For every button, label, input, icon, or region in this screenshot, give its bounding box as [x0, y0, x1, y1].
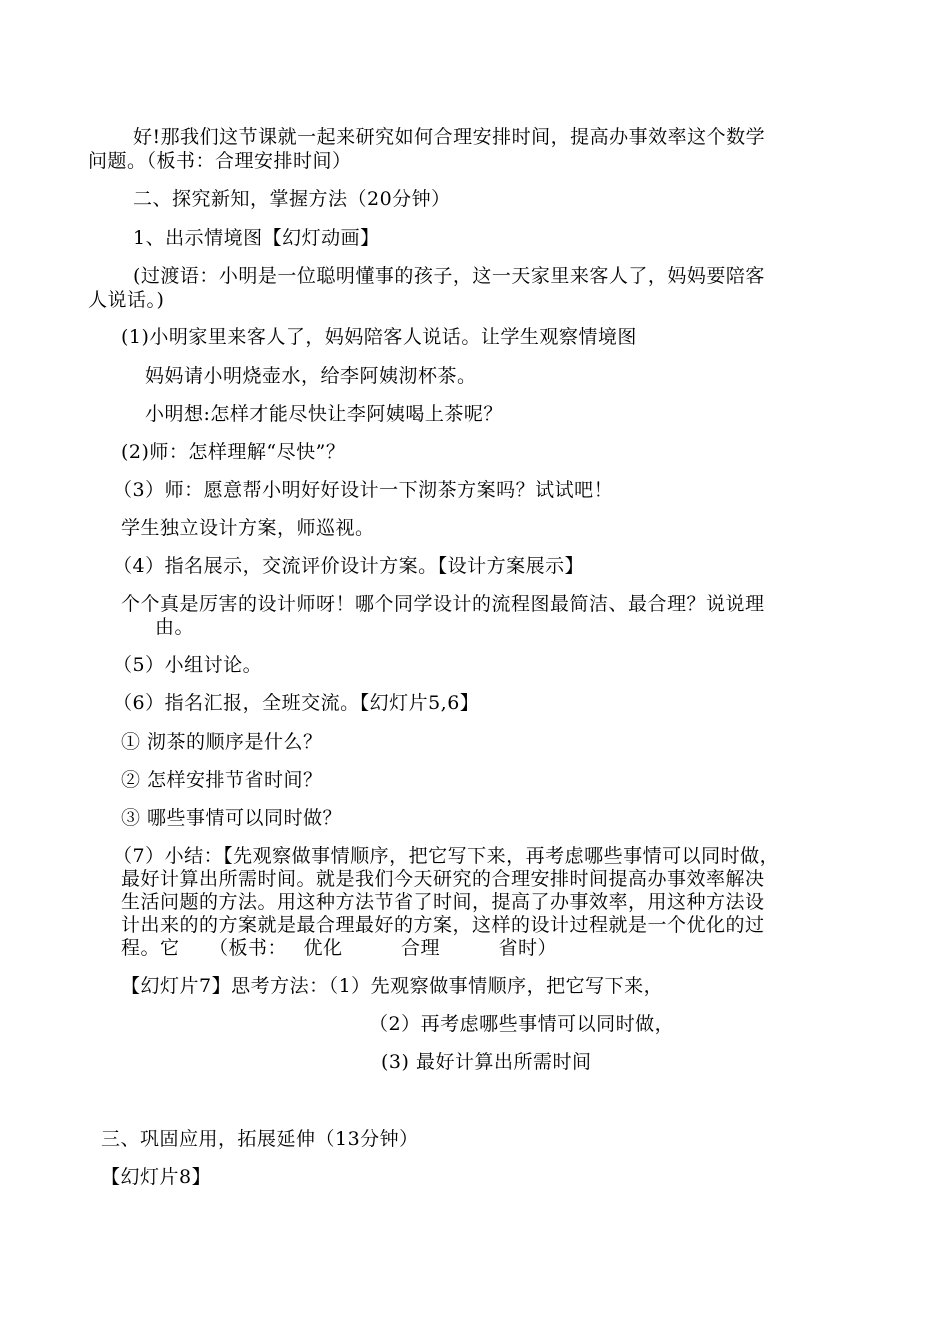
paragraph-intro-line-2: 问题。（板书：合理安排时间） — [88, 150, 352, 172]
item-4: （4）指名展示，交流评价设计方案。【设计方案展示】 — [113, 555, 585, 577]
item-3-sub: 学生独立设计方案，师巡视。 — [121, 517, 375, 539]
section-heading-apply: 三、巩固应用，拓展延伸（13分钟） — [101, 1128, 419, 1150]
step-1-situation: 1、出示情境图【幻灯动画】 — [133, 227, 380, 249]
item-3: （3）师：愿意帮小明好好设计一下沏茶方案吗？试试吧！ — [113, 479, 614, 501]
item-1-sub-2: 小明想:怎样才能尽快让李阿姨喝上茶呢？ — [145, 403, 503, 425]
transition-line-1: (过渡语：小明是一位聪明懂事的孩子，这一天家里来客人了，妈妈要陪客 — [133, 265, 765, 287]
item-5: （5）小组讨论。 — [113, 654, 263, 676]
slide-7-method-line-2: （2）再考虑哪些事情可以同时做， — [369, 1013, 675, 1035]
item-7-line-4: 计出来的的方案就是最合理最好的方案，这样的设计过程就是一个优化的过 — [121, 914, 765, 936]
section-heading-explore: 二、探究新知，掌握方法（20分钟） — [133, 188, 451, 210]
slide-8-label: 【幻灯片8】 — [101, 1166, 212, 1188]
item-7-line-2: 最好计算出所需时间。就是我们今天研究的合理安排时间提高办事效率解决 — [121, 868, 765, 890]
item-7-line-1: （7）小结：【先观察做事情顺序，把它写下来，再考虑哪些事情可以同时做， — [113, 845, 780, 867]
item-1-sub-1: 妈妈请小明烧壶水，给李阿姨沏杯茶。 — [145, 365, 477, 387]
item-4-sub-line-2: 由。 — [155, 616, 195, 638]
question-1: ① 沏茶的顺序是什么？ — [121, 731, 323, 753]
question-2: ② 怎样安排节省时间？ — [121, 769, 323, 791]
slide-7-method-line-1: 【幻灯片7】思考方法：（1）先观察做事情顺序，把它写下来， — [121, 975, 664, 997]
item-2: (2)师：怎样理解“尽快”？ — [121, 441, 346, 463]
transition-line-2: 人说话。) — [88, 289, 165, 311]
item-4-sub-line-1: 个个真是厉害的设计师呀！哪个同学设计的流程图最简洁、最合理？说说理 — [121, 593, 765, 615]
paragraph-intro-line-1: 好!那我们这节课就一起来研究如何合理安排时间，提高办事效率这个数学 — [133, 126, 766, 148]
item-7-line-5: 程。它 （板书： 优化 合理 省时） — [121, 937, 558, 959]
item-1: (1)小明家里来客人了，妈妈陪客人说话。让学生观察情境图 — [121, 326, 637, 348]
item-7-line-3: 生活问题的方法。用这种方法节省了时间，提高了办事效率，用这种方法设 — [121, 891, 765, 913]
question-3: ③ 哪些事情可以同时做？ — [121, 807, 343, 829]
slide-7-method-line-3: (3) 最好计算出所需时间 — [381, 1051, 592, 1073]
item-6: （6）指名汇报，全班交流。【幻灯片5,6】 — [113, 692, 480, 714]
